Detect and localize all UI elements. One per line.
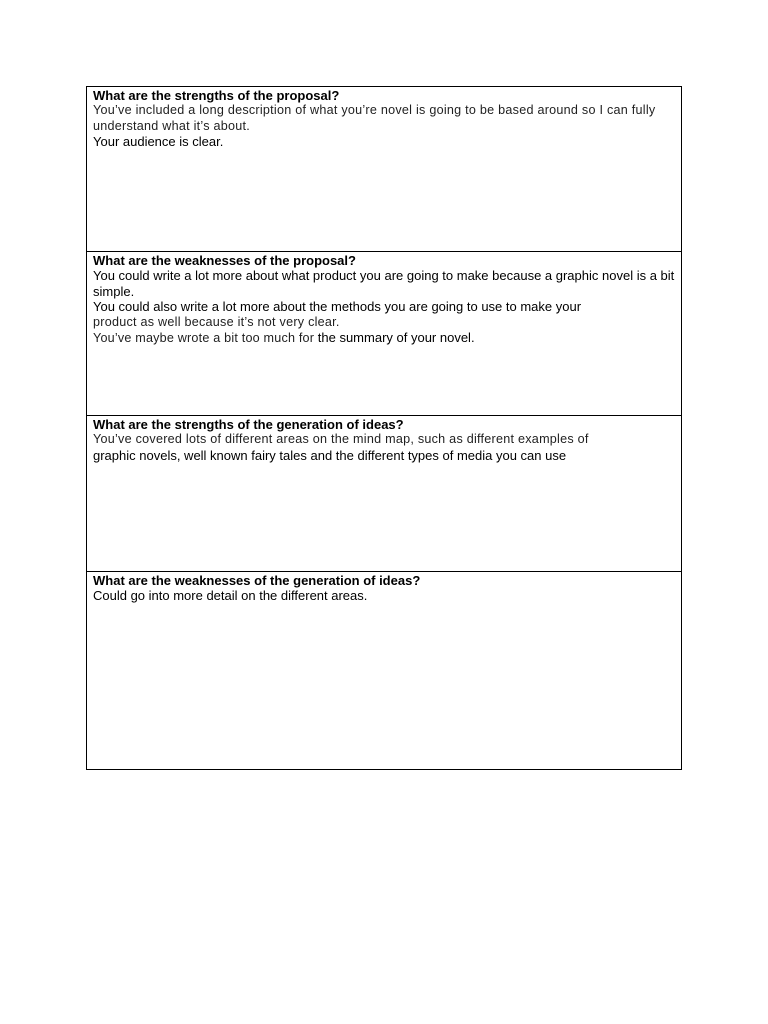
proposal-weaknesses-answer-4b: the summary of your novel. [314,330,475,346]
ideas-strengths-question: What are the strengths of the generation of ideas? [93,417,404,432]
ideas-weaknesses-cell [87,572,681,769]
proposal-weaknesses-answer-1: You could write a lot more about what product you are going to make because a graphic novel is a bit simple. [93,268,675,299]
proposal-strengths-question: What are the strengths of the proposal? [93,88,340,103]
proposal-weaknesses-answer-4 [93,330,675,347]
proposal-weaknesses-answer-4a: You’ve maybe wrote a bit too much for [93,331,315,346]
feedback-table [86,86,682,770]
proposal-strengths-answer-2: Your audience is clear. [93,134,224,150]
proposal-weaknesses-answer-3: product as well because it’s not very clear. [93,314,340,329]
proposal-weaknesses-cell [87,252,681,416]
proposal-weaknesses-answer-2: You could also write a lot more about the methods you are going to use to make your [93,299,582,315]
ideas-strengths-answer-2: graphic novels, well known fairy tales and the different types of media you can use [93,447,567,463]
proposal-strengths-answer-1: You’ve included a long description of what you’re novel is going to be based around so I can fully understand what it’s about. [93,103,656,133]
proposal-strengths-cell [87,87,681,252]
ideas-strengths-answer-1: You’ve covered lots of different areas on the mind map, such as different examples of [93,432,589,446]
ideas-weaknesses-answer-1: Could go into more detail on the different areas. [93,588,368,603]
ideas-weaknesses-question: What are the weaknesses of the generation of ideas? [93,573,421,588]
ideas-strengths-cell [87,416,681,572]
proposal-weaknesses-question: What are the weaknesses of the proposal? [93,253,356,268]
